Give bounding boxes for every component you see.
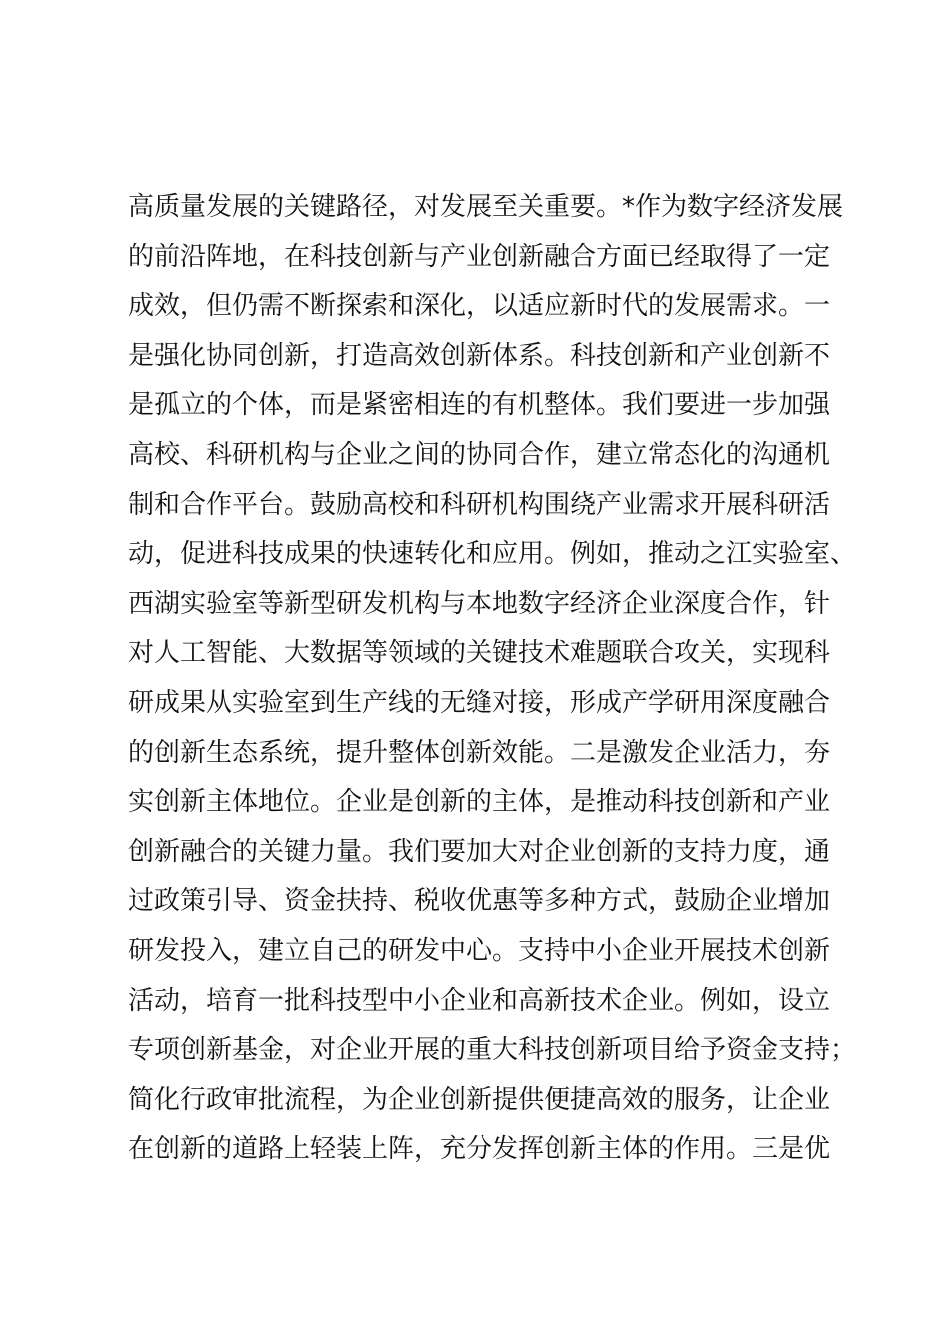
text-line-3: 成效，但仍需不断探索和深化，以适应新时代的发展需求。一	[128, 291, 831, 322]
body-paragraph	[128, 183, 857, 1175]
text-line-5: 是孤立的个体，而是紧密相连的有机整体。我们要进一步加强	[128, 390, 831, 421]
text-line-9: 西湖实验室等新型研发机构与本地数字经济企业深度合作，针	[128, 588, 831, 619]
text-line-16: 研发投入，建立自己的研发中心。支持中小企业开展技术创新	[128, 935, 831, 966]
text-line-19: 简化行政审批流程，为企业创新提供便捷高效的服务，让企业	[128, 1084, 831, 1115]
text-line-13: 实创新主体地位。企业是创新的主体，是推动科技创新和产业	[128, 787, 831, 818]
text-line-17: 活动，培育一批科技型中小企业和高新技术企业。例如，设立	[128, 985, 831, 1016]
text-line-11: 研成果从实验室到生产线的无缝对接，形成产学研用深度融合	[128, 687, 831, 718]
text-line-4: 是强化协同创新，打造高效创新体系。科技创新和产业创新不	[128, 340, 831, 371]
text-line-6: 高校、科研机构与企业之间的协同合作，建立常态化的沟通机	[128, 439, 831, 470]
text-line-20: 在创新的道路上轻装上阵，充分发挥创新主体的作用。三是优	[128, 1134, 831, 1165]
text-line-7: 制和合作平台。鼓励高校和科研机构围绕产业需求开展科研活	[128, 489, 831, 520]
text-line-15: 过政策引导、资金扶持、税收优惠等多种方式，鼓励企业增加	[128, 886, 831, 917]
text-line-18: 专项创新基金，对企业开展的重大科技创新项目给予资金支持；	[128, 1035, 857, 1066]
text-line-1: 高质量发展的关键路径，对发展至关重要。*作为数字经济发展	[128, 192, 844, 222]
text-line-12: 的创新生态系统，提升整体创新效能。二是激发企业活力，夯	[128, 737, 831, 768]
text-line-10: 对人工智能、大数据等领域的关键技术难题联合攻关，实现科	[128, 638, 831, 669]
text-line-8: 动，促进科技成果的快速转化和应用。例如，推动之江实验室、	[128, 539, 857, 570]
text-line-2: 的前沿阵地，在科技创新与产业创新融合方面已经取得了一定	[128, 241, 831, 272]
text-line-14: 创新融合的关键力量。我们要加大对企业创新的支持力度，通	[128, 836, 831, 867]
